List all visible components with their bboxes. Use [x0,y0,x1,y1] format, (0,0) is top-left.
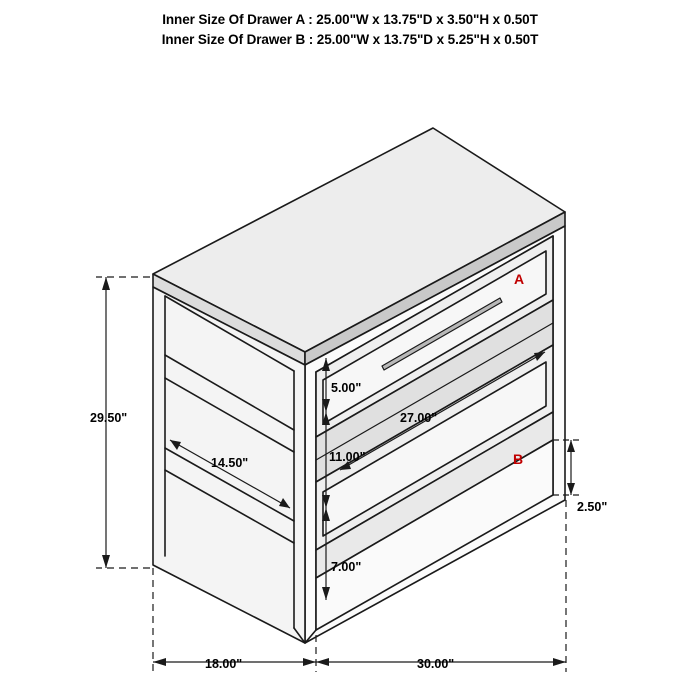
label-base-height: 2.50" [577,500,608,514]
label-side-depth: 14.50" [211,456,249,470]
label-front-width: 27.00" [400,411,438,425]
drawer-a-size-text: Inner Size Of Drawer A : 25.00"W x 13.75"D x 3.50"H x 0.50T [162,12,538,27]
drawer-b-size-text: Inner Size Of Drawer B : 25.00"W x 13.75"D x 5.25"H x 0.50T [161,32,539,47]
label-drawer-a-gap: 5.00" [331,381,362,395]
label-drawer-a: A [514,271,525,287]
label-drawer-b-gap: 11.00" [329,450,366,464]
label-total-height: 29.50" [90,411,128,425]
label-bottom-gap: 7.00" [331,560,362,574]
label-bottom-width: 30.00" [417,657,455,671]
label-bottom-depth: 18.00" [205,657,243,671]
label-drawer-b: B [513,451,524,467]
